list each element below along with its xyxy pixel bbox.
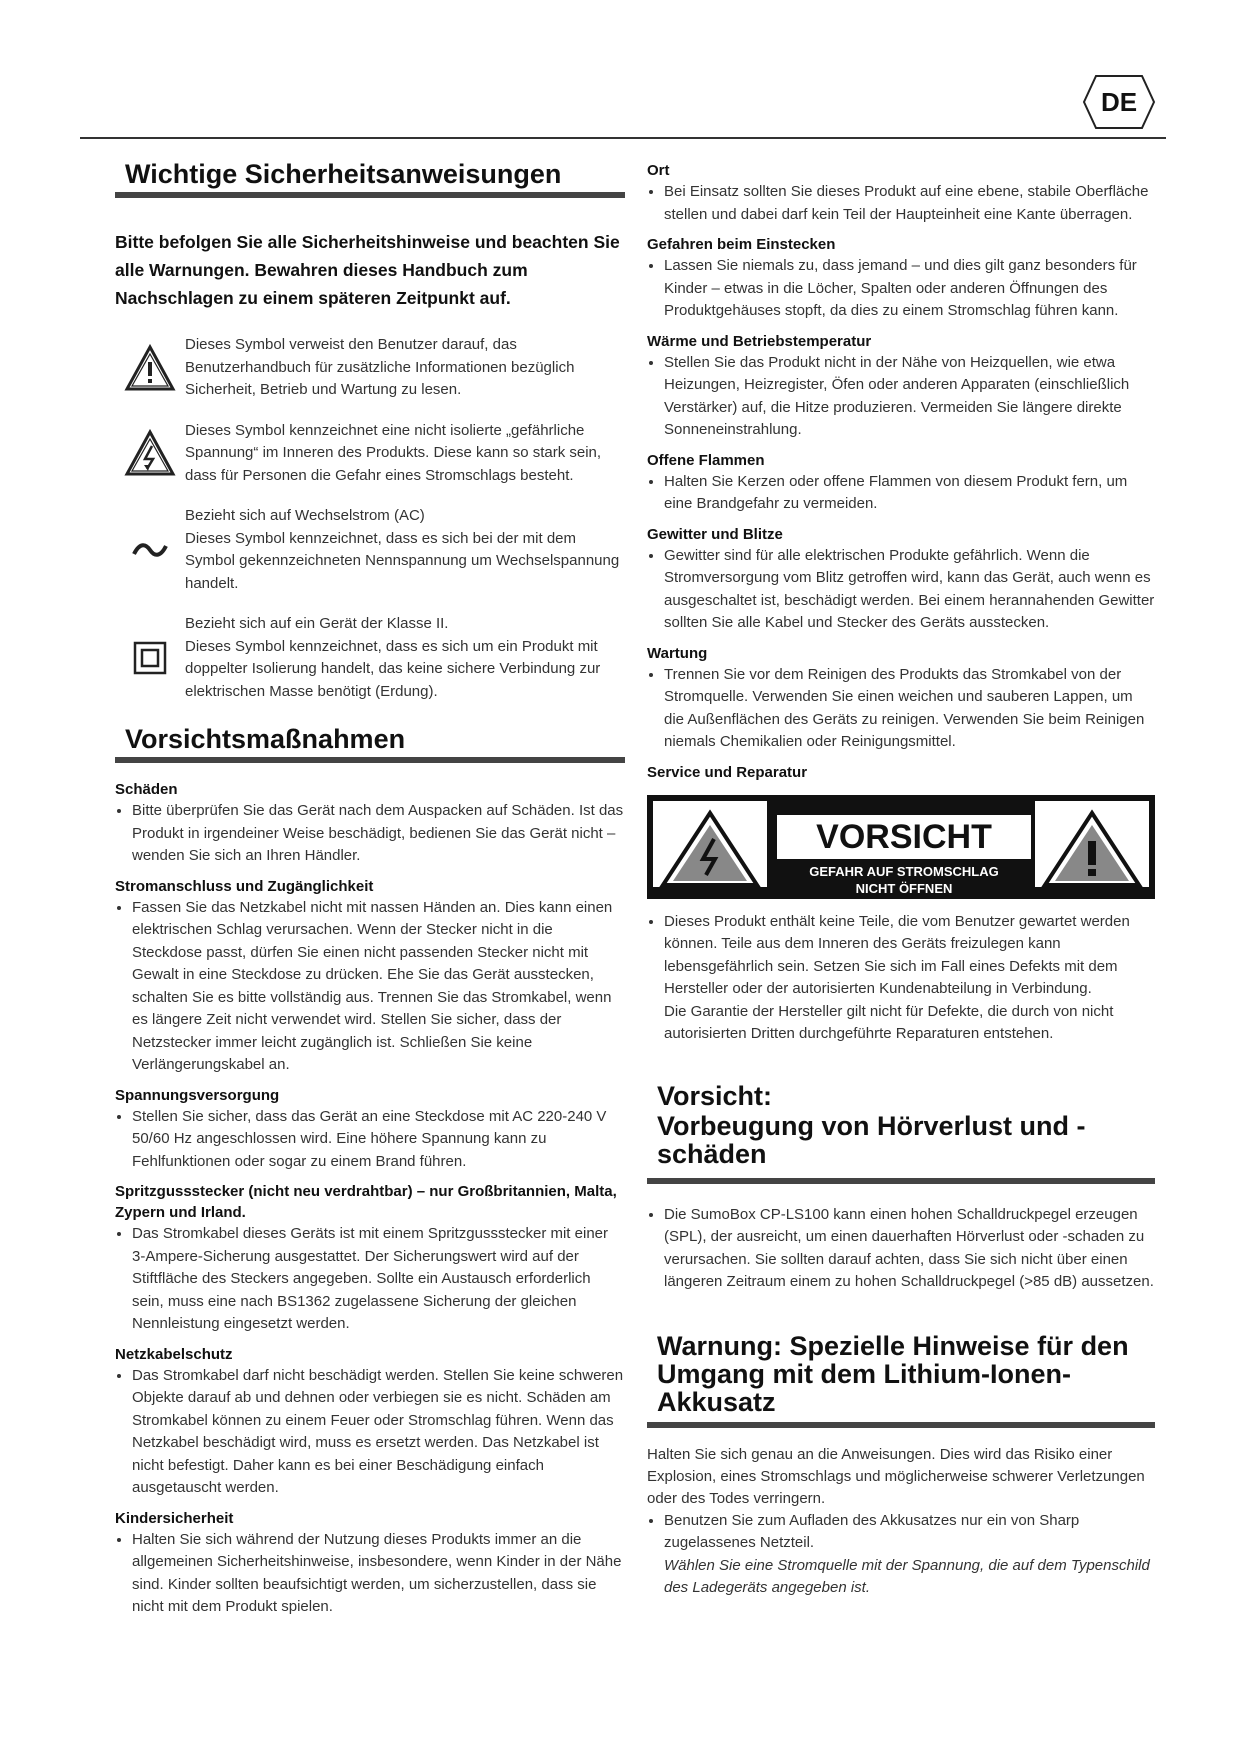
section-bullet: • Dieses Produkt enthält keine Teile, die vom Benutzer gewartet werden können. Teile aus dem Inneren des Geräts freizulegen kann lebensgefährlich sein. Setzen Sie sich im Fall eines Defekts mit dem Hersteller oder der autorisierten Kundenabteilung in Verbindung. Die Garantie der Hersteller gilt nicht für Defekte, die durch von nicht autorisierten Dritten durchgeführte Reparaturen entstehen. <box>664 911 1155 1046</box>
section-bullet: • Das Stromkabel darf nicht beschädigt werden. Stellen Sie keine schweren Objekte darauf ab und dehnen oder verbiegen sie es nicht. Schäden am Stromkabel können zu einem Feuer oder Stromschlag führen. Wenn das Netzkabel beschädigt wird, muss es ersetzt werden. Das Netzkabel ist nicht befestigt. Daher kann es bei einer Beschädigung einfach ausgetauscht werden. <box>132 1365 625 1500</box>
section-bullet: • Trennen Sie vor dem Reinigen des Produkts das Stromkabel von der Stromquelle. Verwenden Sie einen weichen und sauberen Lappen, um die Außenflächen des Geräts zu reinigen. Verwenden Sie beim Reinigen niemals Chemikalien oder Reinigungsmittel. <box>664 664 1155 754</box>
section-rule <box>647 1422 1155 1428</box>
symbol-row <box>115 420 625 488</box>
battery-intro: Halten Sie sich genau an die Anweisungen. Dies wird das Risiko einer Explosion, eines Stromschlags und möglicherweise schwerer Verletzungen oder des Todes verringern. <box>647 1445 1145 1507</box>
symbol-row <box>115 613 625 703</box>
caution-title: VORSICHT <box>775 813 1033 861</box>
section-bullet: • Bei Einsatz sollten Sie dieses Produkt auf eine ebene, stabile Oberfläche stellen und dabei darf kein Teil der Haupteinheit eine Kante überragen. <box>664 181 1155 226</box>
lightning-triangle-icon <box>115 429 185 477</box>
section-heading: Service und Reparatur <box>647 763 808 781</box>
symbol-label: Bezieht sich auf ein Gerät der Klasse II. <box>185 615 449 632</box>
header-rule <box>80 137 1166 139</box>
symbol-description: Dieses Symbol kennzeichnet, dass es sich bei der mit dem Symbol gekennzeichneten Nennspannung um Wechselspannung handelt. <box>185 529 620 592</box>
section-bullet: • Stellen Sie sicher, dass das Gerät an eine Steckdose mit AC 220-240 V 50/60 Hz angeschlossen wird. Eine höhere Spannung kann zu Fehlfunktionen oder sogar zu einem Brand führen. <box>132 1106 625 1174</box>
warning-triangle-icon <box>115 344 185 392</box>
safety-title: Wichtige Sicherheitsanweisungen <box>125 159 562 189</box>
section-heading: Gewitter und Blitze <box>647 525 783 543</box>
caution-line: GEFAHR AUF STROMSCHLAG <box>809 863 999 879</box>
caution-line: NICHT ÖFFNEN <box>855 880 953 896</box>
section-heading: Offene Flammen <box>647 451 765 469</box>
lightning-triangle-icon <box>659 809 761 889</box>
section-heading: Wartung <box>647 644 708 662</box>
class-ii-double-square-icon <box>115 641 185 675</box>
section-bullet: • Stellen Sie das Produkt nicht in der Nähe von Heizquellen, wie etwa Heizungen, Heizregister, Öfen oder anderen Apparaten (einschließlich Verstärker) auf, die Hitze produzieren. Vermeiden Sie längere direkte Sonneneinstrahlung. <box>664 352 1155 442</box>
section-bullet: • Lassen Sie niemals zu, dass jemand – und dies gilt ganz besonders für Kinder – etwas in die Löcher, Spalten oder anderen Öffnungen des Produktgehäuses stopft, da dies zu einem Stromschlag führen kann. <box>664 255 1155 323</box>
language-badge: DE <box>1100 87 1138 117</box>
ac-tilde-icon <box>115 540 185 560</box>
symbol-row <box>115 505 625 595</box>
symbol-description: Dieses Symbol kennzeichnet eine nicht isolierte „gefährliche Spannung“ im Inneren des Produkts. Diese kann so stark sein, dass für Personen die Gefahr eines Stromschlags besteht. <box>185 421 602 484</box>
section-bullet: • Fassen Sie das Netzkabel nicht mit nassen Händen an. Dies kann einen elektrischen Schlag verursachen. Wenn der Stecker nicht in die Steckdose passt, dürfen Sie einen nicht passenden Stecker nicht mit Gewalt in eine Steckdose zu drücken. Ehe Sie das Gerät ausstecken, schalten Sie es bitte vollständig aus. Trennen Sie das Stromkabel, wenn es längere Zeit nicht verwendet wird. Stellen Sie sicher, dass der Netzstecker immer leicht zugänglich ist. Schließen Sie keine Verlängerungskabel an. <box>132 897 625 1077</box>
section-heading: Spritzgussstecker (nicht neu verdrahtbar) – nur Großbritannien, Malta, Zypern und Irland. <box>115 1183 617 1221</box>
symbol-label: Bezieht sich auf Wechselstrom (AC) <box>185 507 425 524</box>
section-heading: Netzkabelschutz <box>115 1345 233 1363</box>
symbol-row <box>115 334 625 402</box>
section-heading: Kindersicherheit <box>115 1509 234 1527</box>
battery-title: Warnung: Spezielle Hinweise für den Umgang mit dem Lithium-Ionen-Akkusatz <box>657 1330 1129 1417</box>
hearing-title: Vorsicht: <box>657 1080 773 1111</box>
precautions-title: Vorsichtsmaßnahmen <box>125 724 406 754</box>
section-heading: Spannungsversorgung <box>115 1086 280 1104</box>
section-bullet: • Die SumoBox CP-LS100 kann einen hohen Schalldruckpegel erzeugen (SPL), der ausreicht, um einen dauerhaften Hörverlust oder -schaden zu verursachen. Sie sollten darauf achten, dass Sie sich nicht über einen längeren Zeitraum einem zu hohen Schalldruckpegel (>85 dB) aussetzen. <box>664 1204 1155 1294</box>
section-heading: Stromanschluss und Zugänglichkeit <box>115 877 374 895</box>
section-heading: Wärme und Betriebstemperatur <box>647 332 872 350</box>
symbol-description: Dieses Symbol verweist den Benutzer darauf, das Benutzerhandbuch für zusätzliche Informationen bezüglich Sicherheit, Betrieb und Wartung zu lesen. <box>185 336 575 398</box>
hearing-subtitle: Vorbeugung von Hörverlust und -schäden <box>657 1110 1086 1169</box>
section-heading: Gefahren beim Einstecken <box>647 236 836 253</box>
section-heading: Schäden <box>115 781 178 798</box>
right-column <box>647 140 1155 1608</box>
section-bullet: • Halten Sie sich während der Nutzung dieses Produkts immer an die allgemeinen Sicherheitshinweise, insbesondere, wenn Kinder in der Nähe sind. Kinder sollten beaufsichtigt werden, um sicherzustellen, dass sie nicht mit dem Produkt spielen. <box>132 1529 625 1619</box>
symbol-description: Dieses Symbol kennzeichnet, dass es sich um ein Produkt mit doppelter Isolierung handelt, das keine sichere Verbindung zur elektrischen Masse benötigt (Erdung). <box>185 637 601 700</box>
warning-triangle-icon <box>1041 809 1143 889</box>
section-bullet: • Bitte überprüfen Sie das Gerät nach dem Auspacken auf Schäden. Ist das Produkt in irgendeiner Weise beschädigt, bedienen Sie das Gerät nicht – wenden Sie sich an Ihren Händler. <box>132 800 625 868</box>
battery-note: Wählen Sie eine Stromquelle mit der Spannung, die auf dem Typenschild des Ladegeräts angegeben ist. <box>664 1556 1150 1596</box>
section-rule <box>115 192 625 198</box>
section-bullet: • Das Stromkabel dieses Geräts ist mit einem Spritzgussstecker mit einer 3-Ampere-Sicherung ausgestattet. Der Sicherungswert wird auf der Stiftfläche des Steckers angegeben. Sollte ein Austausch erforderlich sein, muss eine nach BS1362 zugelassene Sicherung der gleichen Nennleistung eingesetzt werden. <box>132 1223 625 1336</box>
section-rule <box>647 1178 1155 1184</box>
section-bullet: • Gewitter sind für alle elektrischen Produkte gefährlich. Wenn die Stromversorgung vom Blitz getroffen wird, kann das Gerät, auch wenn es ausgeschaltet ist, beschädigt werden. Bei einem herannahenden Gewitter sollten Sie alle Kabel und Stecker des Geräts ausstecken. <box>664 545 1155 635</box>
safety-intro: Bitte befolgen Sie alle Sicherheitshinweise und beachten Sie alle Warnungen. Bewahren dieses Handbuch zum Nachschlagen zu einem späteren Zeitpunkt auf. <box>115 232 620 308</box>
left-column <box>115 140 625 1627</box>
section-rule <box>115 757 625 763</box>
section-bullet: • Halten Sie Kerzen oder offene Flammen von diesem Produkt fern, um eine Brandgefahr zu vermeiden. <box>664 471 1155 516</box>
section-bullet: • Benutzen Sie zum Aufladen des Akkusatzes nur ein von Sharp zugelassenes Netzteil. Wählen Sie eine Stromquelle mit der Spannung, die auf dem Typenschild des Ladegeräts angegeben ist. <box>664 1510 1155 1600</box>
section-heading: Ort <box>647 162 670 179</box>
caution-label <box>647 795 1155 899</box>
